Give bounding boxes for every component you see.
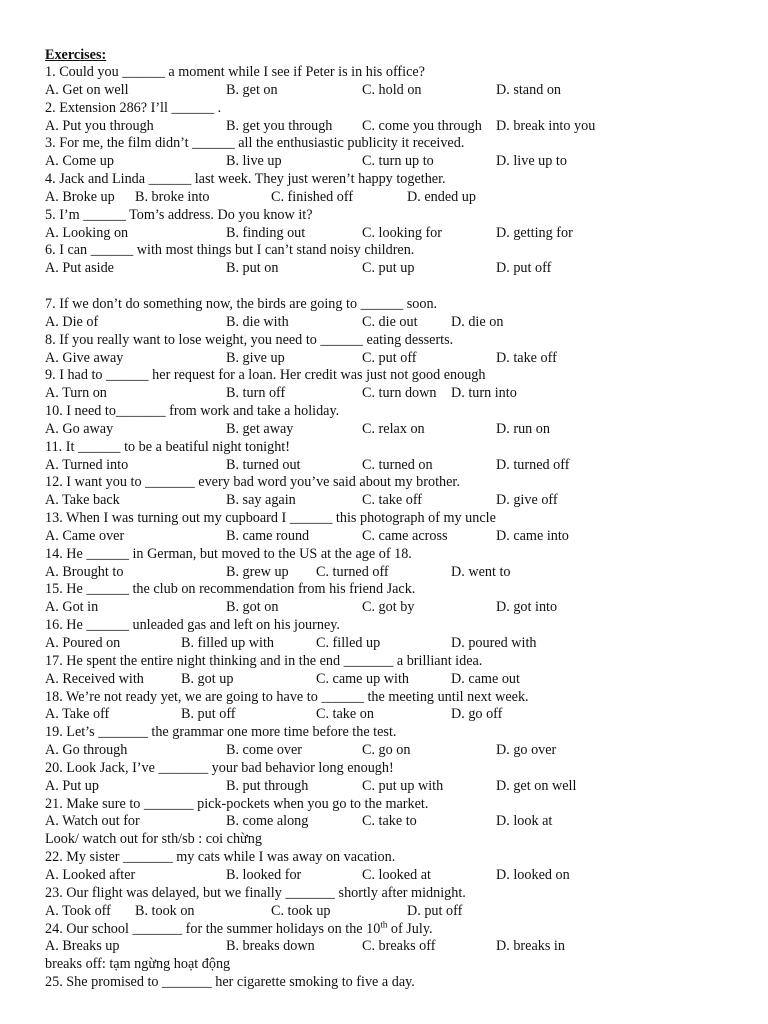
answer-option-a: A. Watch out for [45, 813, 140, 830]
options-row [45, 599, 745, 617]
answer-option-a: A. Received with [45, 670, 144, 687]
question-text: 8. If you really want to lose weight, you need to ______ eating desserts. [45, 331, 454, 348]
question-text: 12. I want you to _______ every bad word you’ve said about my brother. [45, 474, 460, 491]
ordinal-superscript: th [380, 918, 388, 929]
answer-option-b: B. got on [226, 599, 279, 616]
answer-option-c: C. go on [362, 742, 411, 759]
options-row [45, 118, 745, 136]
question-text: 15. He ______ the club on recommendation from his friend Jack. [45, 581, 416, 598]
answer-option-c: C. take to [362, 813, 417, 830]
answer-option-a: A. Go through [45, 742, 128, 759]
answer-option-b: B. live up [226, 153, 282, 170]
question-text: 18. We’re not ready yet, we are going to have to ______ the meeting until next week. [45, 688, 529, 705]
exercises-heading: Exercises: [45, 47, 107, 63]
options-row [45, 225, 745, 243]
answer-option-d: D. go over [496, 742, 557, 759]
question-text: 9. I had to ______ her request for a loan. Her credit was just not good enough [45, 367, 486, 384]
answer-option-b: B. turned out [226, 456, 301, 473]
answer-option-b: B. finding out [226, 224, 306, 241]
answer-option-b: B. come along [226, 813, 309, 830]
question-text: 3. For me, the film didn’t ______ all the enthusiastic publicity it received. [45, 135, 465, 152]
question-text: 6. I can ______ with most things but I can’t stand noisy children. [45, 242, 415, 259]
options-row [45, 778, 745, 796]
options-row [45, 813, 745, 831]
answer-option-d: D. poured with [451, 635, 537, 651]
question-text: 13. When I was turning out my cupboard I ______ this photograph of my uncle [45, 510, 496, 527]
options-row [45, 903, 745, 921]
answer-option-a: A. Got in [45, 599, 99, 616]
answer-option-b: B. put off [181, 706, 236, 723]
answer-option-c: C. relax on [362, 420, 425, 437]
answer-option-c: C. turn down [362, 385, 437, 402]
question-text: 20. Look Jack, I’ve _______ your bad behavior long enough! [45, 759, 394, 776]
answer-option-d: D. looked on [496, 866, 570, 883]
answer-option-c: C. looking for [362, 224, 442, 241]
answer-option-d: D. stand on [496, 81, 562, 98]
answer-option-d: D. go off [451, 706, 503, 723]
options-row [45, 314, 745, 332]
answer-option-a: A. Broke up [45, 188, 115, 205]
answer-option-a: A. Give away [45, 349, 124, 366]
answer-option-b: B. get away [226, 420, 294, 437]
answer-option-b: B. got up [181, 670, 234, 687]
options-row [45, 492, 745, 510]
answer-option-a: A. Looking on [45, 224, 129, 241]
answer-option-c: C. looked at [362, 866, 431, 883]
question-text: 16. He ______ unleaded gas and left on his journey. [45, 617, 340, 634]
answer-option-d: D. break into you [496, 117, 596, 134]
question-text: 5. I’m ______ Tom’s address. Do you know it? [45, 206, 313, 223]
answer-option-a: A. Looked after [45, 866, 136, 883]
answer-option-a: A. Brought to [45, 563, 124, 580]
question-text: 14. He ______ in German, but moved to the US at the age of 18. [45, 545, 412, 562]
answer-option-b: B. breaks down [226, 938, 315, 955]
answer-option-b: B. give up [226, 349, 285, 366]
vocabulary-note: Look/ watch out for sth/sb : coi chừng [45, 831, 262, 848]
question-text: 22. My sister _______ my cats while I was away on vacation. [45, 849, 396, 866]
answer-option-c: C. hold on [362, 81, 422, 98]
answer-option-b: B. say again [226, 492, 296, 509]
answer-option-a: A. Took off [45, 902, 111, 919]
options-row [45, 867, 745, 885]
answer-option-c: C. turned off [316, 563, 389, 580]
answer-option-c: C. came across [362, 527, 448, 544]
answer-option-a: A. Came over [45, 527, 125, 544]
options-row [45, 635, 745, 653]
exercise-sheet [45, 46, 745, 992]
answer-option-b: B. broke into [135, 188, 210, 205]
answer-option-c: C. filled up [316, 635, 381, 651]
options-row [45, 385, 745, 403]
answer-option-c: C. put up with [362, 777, 444, 794]
answer-option-c: C. breaks off [362, 938, 436, 955]
answer-option-d: D. give off [496, 492, 558, 509]
answer-option-c: C. turn up to [362, 153, 434, 170]
answer-option-c: C. take off [362, 492, 423, 509]
answer-option-a: A. Take back [45, 492, 120, 509]
answer-option-a: A. Take off [45, 706, 110, 723]
options-row [45, 742, 745, 760]
answer-option-b: B. turn off [226, 385, 286, 402]
answer-option-d: D. came into [496, 527, 569, 544]
answer-option-d: D. live up to [496, 153, 567, 170]
answer-option-c: C. come you through [362, 117, 482, 134]
answer-option-a: A. Breaks up [45, 938, 120, 955]
question-text: 19. Let’s _______ the grammar one more time before the test. [45, 724, 397, 741]
answer-option-d: D. die on [451, 313, 504, 330]
answer-option-b: B. get you through [226, 117, 333, 134]
answer-option-d: D. put off [407, 902, 463, 919]
options-row [45, 457, 745, 475]
answer-option-a: A. Put you through [45, 117, 154, 134]
answer-option-d: D. came out [451, 670, 520, 687]
options-row [45, 82, 745, 100]
answer-option-c: C. die out [362, 313, 418, 330]
answer-option-a: A. Put aside [45, 260, 114, 277]
question-text: 1. Could you ______ a moment while I see if Peter is in his office? [45, 64, 425, 80]
answer-option-c: C. got by [362, 599, 415, 616]
question-text: 7. If we don’t do something now, the birds are going to ______ soon. [45, 295, 438, 312]
answer-option-d: D. breaks in [496, 938, 565, 955]
answer-option-a: A. Poured on [45, 635, 121, 651]
answer-option-b: B. filled up with [181, 635, 275, 651]
answer-option-c: C. took up [271, 902, 331, 919]
answer-option-b: B. come over [226, 742, 303, 759]
answer-option-d: D. turn into [451, 385, 517, 402]
answer-option-c: C. finished off [271, 188, 354, 205]
answer-option-c: C. put off [362, 349, 417, 366]
question-text: 11. It ______ to be a beatiful night tonight! [45, 438, 290, 455]
answer-option-c: C. take on [316, 706, 374, 723]
answer-option-c: C. came up with [316, 670, 409, 687]
options-row [45, 564, 745, 582]
answer-option-a: A. Come up [45, 153, 114, 170]
answer-option-a: A. Get on well [45, 81, 129, 98]
answer-option-d: D. look at [496, 813, 553, 830]
options-row [45, 260, 745, 278]
answer-option-d: D. run on [496, 420, 550, 437]
options-row [45, 350, 745, 368]
answer-option-a: A. Go away [45, 420, 114, 437]
answer-option-d: D. get on well [496, 777, 577, 794]
answer-option-b: B. put through [226, 777, 309, 794]
answer-option-a: A. Turn on [45, 385, 107, 402]
blank-line [45, 278, 745, 296]
question-text: 4. Jack and Linda ______ last week. They just weren’t happy together. [45, 171, 446, 188]
answer-option-b: B. looked for [226, 866, 302, 883]
options-row [45, 671, 745, 689]
answer-option-a: A. Put up [45, 777, 99, 794]
answer-option-c: C. put up [362, 260, 415, 277]
options-row [45, 938, 745, 956]
question-text: 10. I need to_______ from work and take a holiday. [45, 403, 340, 420]
options-row [45, 706, 745, 724]
question-text: 21. Make sure to _______ pick-pockets when you go to the market. [45, 795, 429, 812]
question-text: 17. He spent the entire night thinking and in the end _______ a brilliant idea. [45, 652, 483, 669]
answer-option-b: B. grew up [226, 563, 289, 580]
answer-option-d: D. went to [451, 563, 511, 580]
answer-option-b: B. die with [226, 313, 289, 330]
answer-option-b: B. came round [226, 527, 310, 544]
question-text: 23. Our flight was delayed, but we finally _______ shortly after midnight. [45, 884, 466, 901]
answer-option-d: D. turned off [496, 456, 570, 473]
options-row [45, 421, 745, 439]
exercise-list [45, 64, 745, 992]
answer-option-d: D. ended up [407, 188, 476, 205]
answer-option-b: B. took on [135, 902, 195, 919]
options-row [45, 528, 745, 546]
answer-option-d: D. getting for [496, 224, 573, 241]
answer-option-b: B. get on [226, 81, 278, 98]
answer-option-a: A. Die of [45, 313, 99, 330]
vocabulary-note: breaks off: tạm ngừng hoạt động [45, 956, 231, 973]
options-row [45, 189, 745, 207]
options-row [45, 153, 745, 171]
answer-option-d: D. got into [496, 599, 558, 616]
answer-option-a: A. Turned into [45, 456, 129, 473]
question-text: 25. She promised to _______ her cigarette smoking to five a day. [45, 974, 415, 991]
question-text: 2. Extension 286? I’ll ______ . [45, 99, 222, 116]
answer-option-c: C. turned on [362, 456, 433, 473]
answer-option-b: B. put on [226, 260, 279, 277]
answer-option-d: D. put off [496, 260, 552, 277]
answer-option-d: D. take off [496, 349, 557, 366]
question-text: 24. Our school _______ for the summer holidays on the 10th of July. [45, 918, 433, 937]
